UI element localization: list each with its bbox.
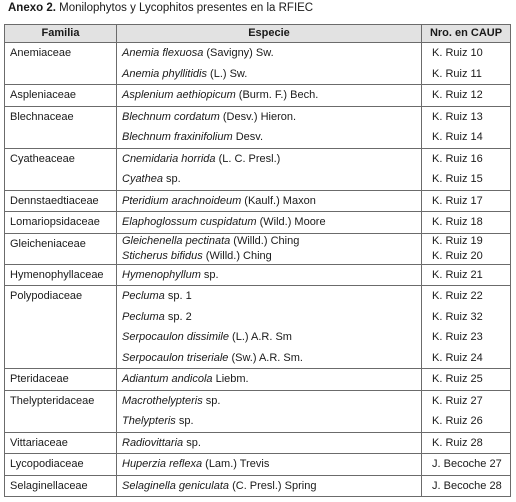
- species-author: (L.) A.R. Sm: [229, 331, 292, 343]
- species-name: Cnemidaria horrida: [122, 152, 216, 165]
- header-nro-caup: Nro. en CAUP: [422, 25, 511, 43]
- species-entry: [117, 286, 421, 307]
- species-name: Adiantum andicola: [122, 373, 213, 385]
- catalog-number-cell: [422, 85, 511, 107]
- species-entry: [117, 64, 421, 85]
- table-caption: [8, 1, 313, 15]
- species-cell: [117, 286, 422, 369]
- species-cell: [117, 369, 422, 391]
- species-name: Gleichenella pectinata: [122, 234, 231, 247]
- species-name: Anemia flexuosa: [122, 47, 204, 59]
- catalog-number-cell: [422, 212, 511, 234]
- species-cell: [117, 43, 422, 85]
- table-row: [5, 454, 511, 476]
- catalog-number: K. Ruiz 10: [432, 47, 483, 59]
- species-author: (L. C. Presl.): [215, 152, 281, 165]
- species-entry: [117, 307, 421, 328]
- catalog-number: K. Ruiz 24: [432, 351, 483, 364]
- species-author: sp. 2: [164, 310, 192, 323]
- species-name: Selaginella geniculata: [122, 479, 230, 492]
- header-familia: Familia: [5, 25, 117, 43]
- family-cell: Polypodiaceae: [5, 286, 117, 369]
- table-row: [5, 106, 511, 148]
- species-author: Desv.: [232, 131, 264, 143]
- table-row: [5, 85, 511, 107]
- species-entry: [117, 265, 421, 286]
- catalog-number: J. Becoche 28: [432, 479, 502, 492]
- catalog-number-cell: [422, 286, 511, 369]
- table-row: [5, 43, 511, 85]
- catalog-number-cell: [422, 369, 511, 391]
- family-cell: Gleicheniaceae: [5, 233, 117, 264]
- catalog-number-cell: [422, 233, 511, 264]
- table-row: [5, 148, 511, 190]
- species-entry: [117, 391, 421, 412]
- catalog-number: K. Ruiz 16: [432, 152, 483, 165]
- catalog-number: K. Ruiz 12: [432, 89, 483, 101]
- catalog-number: K. Ruiz 21: [432, 268, 483, 281]
- species-entry: [117, 234, 421, 249]
- species-entry: [117, 454, 421, 475]
- family-cell: Lomariopsidaceae: [5, 212, 117, 234]
- family-cell: Dennstaedtiaceae: [5, 190, 117, 212]
- species-author: sp.: [200, 268, 219, 281]
- species-author: sp.: [162, 173, 181, 185]
- species-author: (C. Presl.) Spring: [229, 479, 317, 492]
- species-cell: [117, 148, 422, 190]
- catalog-number-cell: [422, 390, 511, 432]
- species-name: Asplenium aethiopicum: [122, 89, 236, 101]
- catalog-number-cell: [422, 148, 511, 190]
- catalog-number: K. Ruiz 28: [432, 436, 483, 449]
- species-author: (Desv.) Hieron.: [219, 110, 297, 123]
- caption-text: Monilophytos y Lycophitos presentes en la RFIEC: [55, 2, 314, 14]
- species-entry: [117, 476, 421, 497]
- catalog-number: K. Ruiz 18: [432, 216, 483, 228]
- species-name: Serpocaulon dissimile: [122, 331, 229, 343]
- catalog-number-cell: [422, 264, 511, 286]
- table-row: [5, 369, 511, 391]
- catalog-number: K. Ruiz 32: [432, 310, 483, 323]
- species-author: (Willd.) Ching: [202, 249, 272, 262]
- species-cell: [117, 454, 422, 476]
- species-name: Radiovittaria: [122, 436, 184, 449]
- catalog-number: K. Ruiz 19: [432, 234, 483, 247]
- family-cell: Aspleniaceae: [5, 85, 117, 107]
- catalog-number: K. Ruiz 22: [432, 290, 483, 302]
- catalog-number-cell: [422, 190, 511, 212]
- catalog-number: K. Ruiz 11: [432, 67, 482, 80]
- family-cell: Anemiaceae: [5, 43, 117, 85]
- catalog-number: K. Ruiz 27: [432, 394, 483, 407]
- species-cell: [117, 475, 422, 497]
- species-name: Sticherus bifidus: [122, 249, 203, 262]
- species-entry: [117, 327, 421, 348]
- table-row: [5, 432, 511, 454]
- species-cell: [117, 212, 422, 234]
- table-row: [5, 212, 511, 234]
- species-entry: [117, 212, 421, 233]
- species-author: sp. 1: [164, 290, 192, 302]
- species-name: Macrothelypteris: [122, 394, 203, 407]
- species-entry: [117, 369, 421, 390]
- header-row: [5, 25, 511, 43]
- family-cell: Pteridaceae: [5, 369, 117, 391]
- species-entry: [117, 249, 421, 264]
- table-row: [5, 286, 511, 369]
- species-name: Cyathea: [122, 173, 163, 185]
- species-name: Pteridium arachnoideum: [122, 194, 242, 207]
- species-name: Hymenophyllum: [122, 268, 201, 281]
- species-author: (L.) Sw.: [206, 67, 248, 80]
- catalog-number-cell: [422, 106, 511, 148]
- catalog-number: K. Ruiz 13: [432, 110, 483, 123]
- species-table: [4, 24, 511, 497]
- table-body: [5, 43, 511, 497]
- catalog-number: J. Becoche 27: [432, 458, 502, 470]
- species-cell: [117, 106, 422, 148]
- catalog-number-cell: [422, 475, 511, 497]
- header-especie: Especie: [117, 25, 422, 43]
- catalog-number-cell: [422, 454, 511, 476]
- species-name: Thelypteris: [122, 415, 176, 427]
- species-entry: [117, 43, 421, 64]
- species-entry: [117, 127, 421, 148]
- catalog-number: K. Ruiz 23: [432, 331, 483, 343]
- species-name: Pecluma: [122, 310, 165, 323]
- species-author: (Kaulf.) Maxon: [241, 194, 316, 207]
- species-author: (Lam.) Trevis: [202, 458, 270, 470]
- species-entry: [117, 107, 421, 128]
- species-author: Liebm.: [212, 373, 249, 385]
- family-cell: Lycopodiaceae: [5, 454, 117, 476]
- species-name: Anemia phyllitidis: [122, 67, 207, 80]
- species-cell: [117, 432, 422, 454]
- species-cell: [117, 190, 422, 212]
- species-name: Blechnum fraxinifolium: [122, 131, 233, 143]
- catalog-number-cell: [422, 432, 511, 454]
- catalog-number: K. Ruiz 14: [432, 131, 483, 143]
- family-cell: Thelypteridaceae: [5, 390, 117, 432]
- table-row: [5, 390, 511, 432]
- species-author: (Willd.) Ching: [230, 234, 300, 247]
- table-row: [5, 264, 511, 286]
- family-cell: Selaginellaceae: [5, 475, 117, 497]
- caption-label: Anexo 2.: [8, 2, 56, 14]
- species-name: Blechnum cordatum: [122, 110, 220, 123]
- table-row: [5, 190, 511, 212]
- species-author: (Wild.) Moore: [256, 216, 326, 228]
- catalog-number: K. Ruiz 20: [432, 249, 483, 262]
- species-name: Pecluma: [122, 290, 165, 302]
- species-author: sp.: [175, 415, 194, 427]
- species-entry: [117, 169, 421, 190]
- family-cell: Cyatheaceae: [5, 148, 117, 190]
- species-author: (Burm. F.) Bech.: [235, 89, 319, 101]
- species-name: Elaphoglossum cuspidatum: [122, 216, 257, 228]
- species-entry: [117, 433, 421, 454]
- family-cell: Blechnaceae: [5, 106, 117, 148]
- species-cell: [117, 390, 422, 432]
- catalog-number: K. Ruiz 17: [432, 194, 483, 207]
- table-row: [5, 233, 511, 264]
- species-entry: [117, 149, 421, 170]
- species-name: Huperzia reflexa: [122, 458, 203, 470]
- species-author: sp.: [183, 436, 201, 449]
- species-cell: [117, 233, 422, 264]
- table-header: [5, 25, 511, 43]
- species-entry: [117, 411, 421, 432]
- species-entry: [117, 85, 421, 106]
- species-author: (Sw.) A.R. Sm.: [228, 351, 303, 364]
- species-name: Serpocaulon triseriale: [122, 351, 229, 364]
- species-cell: [117, 264, 422, 286]
- species-author: (Savigny) Sw.: [203, 47, 274, 59]
- catalog-number: K. Ruiz 15: [432, 173, 483, 185]
- catalog-number-cell: [422, 43, 511, 85]
- family-cell: Hymenophyllaceae: [5, 264, 117, 286]
- catalog-number: K. Ruiz 26: [432, 415, 483, 427]
- table-row: [5, 475, 511, 497]
- family-cell: Vittariaceae: [5, 432, 117, 454]
- species-entry: [117, 348, 421, 369]
- species-author: sp.: [202, 394, 221, 407]
- species-cell: [117, 85, 422, 107]
- catalog-number: K. Ruiz 25: [432, 373, 483, 385]
- species-entry: [117, 191, 421, 212]
